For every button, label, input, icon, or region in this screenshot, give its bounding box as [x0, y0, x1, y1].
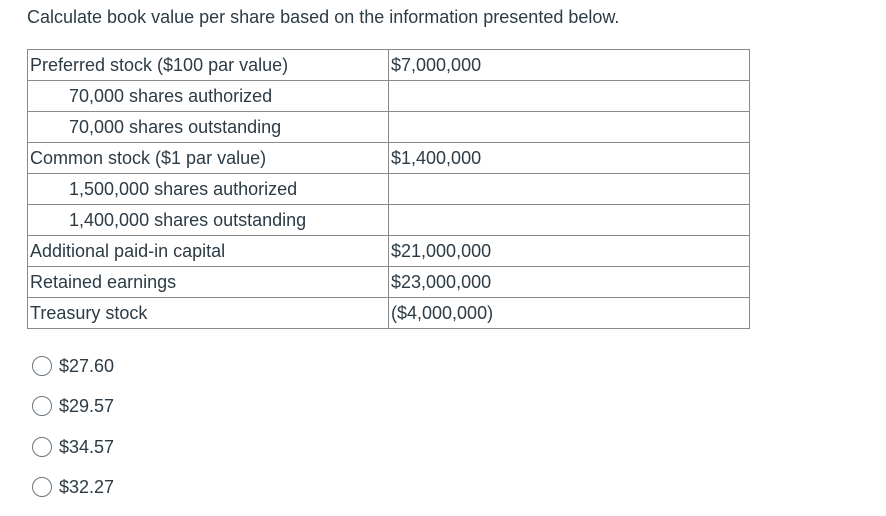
answer-option-4[interactable] [32, 474, 114, 501]
table-row [28, 50, 750, 81]
row-value [389, 174, 750, 205]
answer-label[interactable]: $27.60 [59, 355, 115, 376]
row-label: Retained earnings [28, 267, 389, 298]
row-value [389, 112, 750, 143]
answer-options [32, 352, 114, 514]
answer-option-1[interactable] [32, 352, 114, 379]
table-row [28, 174, 750, 205]
radio-button[interactable] [32, 437, 52, 457]
row-value: $1,400,000 [389, 143, 750, 174]
answer-label[interactable]: $34.57 [59, 436, 115, 457]
row-label: 1,500,000 shares authorized [28, 174, 389, 205]
radio-button[interactable] [32, 477, 52, 497]
table-row [28, 143, 750, 174]
radio-button[interactable] [32, 396, 52, 416]
row-label: Common stock ($1 par value) [28, 143, 389, 174]
radio-button[interactable] [32, 356, 52, 376]
row-label: Treasury stock [28, 298, 389, 329]
row-value [389, 205, 750, 236]
answer-option-3[interactable] [32, 433, 114, 460]
row-label: 70,000 shares outstanding [28, 112, 389, 143]
table-row [28, 205, 750, 236]
row-value [389, 81, 750, 112]
row-label: Preferred stock ($100 par value) [28, 50, 389, 81]
table-row [28, 267, 750, 298]
financial-data-table [27, 49, 750, 329]
row-value: $23,000,000 [389, 267, 750, 298]
question-text: Calculate book value per share based on the information presented below. [27, 7, 620, 27]
row-label: Additional paid-in capital [28, 236, 389, 267]
table-row [28, 298, 750, 329]
answer-label[interactable]: $29.57 [59, 396, 115, 416]
row-value: $21,000,000 [389, 236, 750, 267]
answer-label[interactable]: $32.27 [59, 477, 115, 497]
table-row [28, 236, 750, 267]
row-value: $7,000,000 [389, 50, 750, 81]
answer-option-2[interactable] [32, 393, 114, 420]
row-value: ($4,000,000) [389, 298, 750, 329]
table-row [28, 81, 750, 112]
row-label: 70,000 shares authorized [28, 81, 389, 112]
row-label: 1,400,000 shares outstanding [28, 205, 389, 236]
table-row [28, 112, 750, 143]
